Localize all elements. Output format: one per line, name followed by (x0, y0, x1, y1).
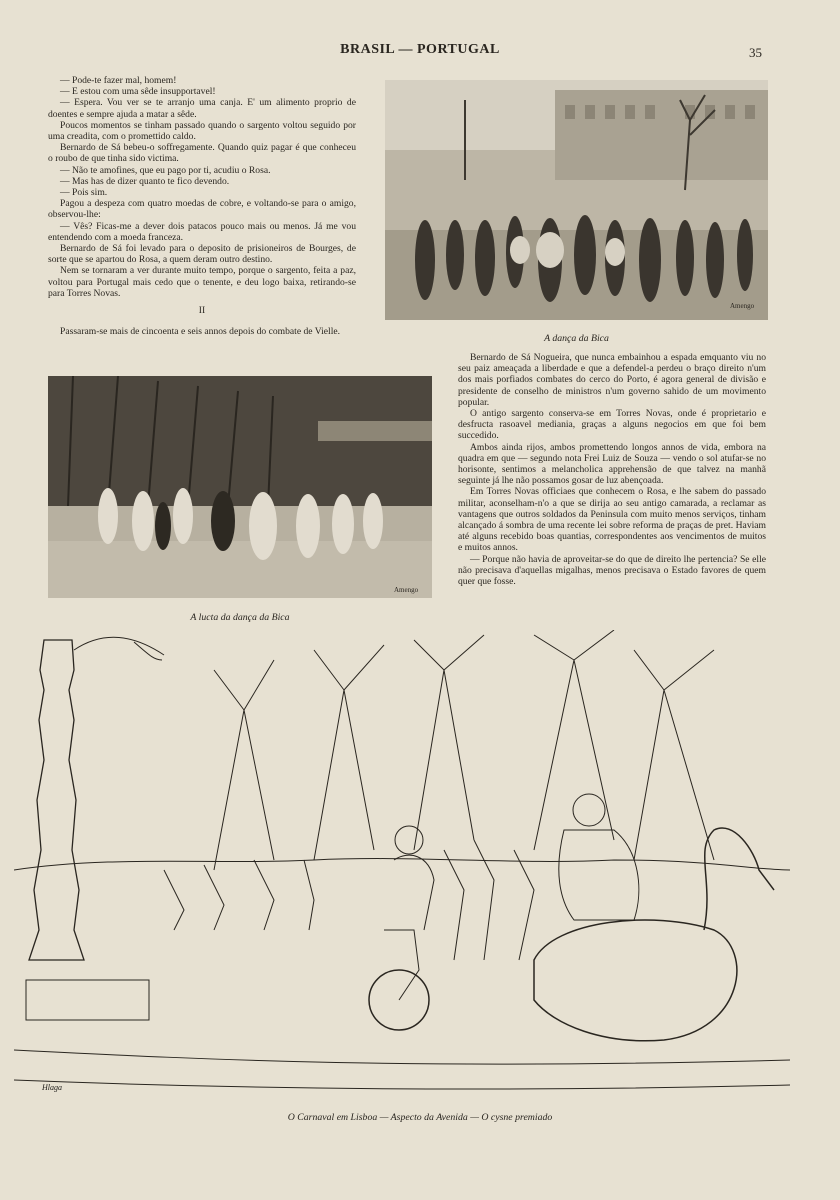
photo-credit: Amengo (394, 586, 419, 594)
photo-caption: A lucta da dança da Bica (190, 612, 290, 623)
paragraph: — Porque não havia de aproveitar-se do que de direito lhe pertencia? Se elle não precisava d'aquellas migalhas, menos precisava o Estado favores de quem quer que fosse. (458, 553, 766, 588)
paragraph: Ambos ainda rijos, ambos promettendo longos annos de vida, embora na quadra em que — segundo nota Frei Luiz de Souza — vendo o sol atufar-se no horisonte, sentimos a melancholica apprehensão de que talvez na manhã seguinte já lhe não possamos gosar de luz abençoada. (458, 441, 766, 487)
paragraph: Bernardo de Sá bebeu-o soffregamente. Quando quiz pagar é que conheceu o roubo de que tinha sido victima. (48, 142, 356, 165)
dialogue-line: — Não te amofines, que eu pago por ti, acudiu o Rosa. (60, 164, 271, 176)
dialogue-line: — Espera. Vou ver se te arranjo uma canja. E' um alimento proprio de doentes e sempre ajuda a matar a sêde. (48, 97, 356, 120)
paragraph: Em Torres Novas officiaes que conhecem o Rosa, e lhe sabem do passado militar, aconselham-n'o a que se dirija ao seu antigo camarada, a reclamar as vantagens que outros soldados da Peninsula com muito menos serviços, tinham alcançado á sombra de uma recente lei sobre reforma de praças de pret. Haviam até alguns recebido boas quantias, correspondentes aos vencimentos de muitos e muitos annos. (458, 486, 766, 554)
story-column-left (48, 75, 356, 337)
photo-credit: Amengo (730, 302, 755, 310)
running-header: BRASIL — PORTUGAL (340, 42, 500, 57)
dialogue-line: — Pois sim. (60, 187, 108, 199)
paragraph: O antigo sargento conserva-se em Torres Novas, onde é proprietario e desfructa rasoavel mediania, graças a alguns negocios em que foi bem succedido. (458, 408, 766, 442)
paragraph: Bernardo de Sá foi levado para o deposito de prisioneiros de Bourges, de sorte que se apartou do Rosa, a quem deram outro destino. (48, 243, 356, 266)
paragraph: Pagou a despeza com quatro moedas de cobre, e voltando-se para o amigo, observou-lhe: (48, 198, 356, 221)
dialogue-line: — E estou com uma sêde insupportavel! (60, 86, 216, 98)
illustration-carnaval-lisboa (14, 630, 790, 1106)
photo-lucta-da-danca (48, 376, 432, 598)
page-number: 35 (749, 45, 762, 60)
illustration-caption: O Carnaval em Lisboa — Aspecto da Avenida — O cysne premiado (287, 1112, 553, 1123)
dialogue-line: — Mas has de dizer quanto te fico devendo. (60, 175, 230, 187)
paragraph: Bernardo de Sá Nogueira, que nunca embainhou a espada emquanto viu no seu paiz ameaçada a liberdade e que a defendel-a perdeu o braço direito n'um dos mais porfiados combates do cerco do Porto, é agora general de divisão e presidente de conselho de ministros n'um governo sahido de um movimento popular. (458, 352, 766, 408)
section-number: II (198, 305, 206, 317)
dialogue-line: — Pode-te fazer mal, homem! (60, 75, 177, 86)
paragraph: Nem se tornaram a ver durante muito tempo, porque o sargento, feita a paz, voltou para Portugal mais cedo que o tenente, e deu logo baixa, retirando-se para Torres Novas. (48, 265, 356, 299)
photo-danca-da-bica (385, 80, 768, 320)
dialogue-line: — Vês? Ficas-me a dever dois patacos pouco mais ou menos. Já me vou entendendo com a moeda franceza. (48, 220, 356, 243)
paragraph: Passaram-se mais de cincoenta e seis annos depois do combate de Vielle. (60, 326, 341, 338)
story-column-right (458, 352, 766, 587)
paragraph: Poucos momentos se tinham passado quando o sargento voltou seguido por uma creadita, com o promettido caldo. (48, 119, 356, 143)
illustration-signature: Hlaga (42, 1083, 62, 1092)
photo-caption: A dança da Bica (544, 333, 609, 344)
